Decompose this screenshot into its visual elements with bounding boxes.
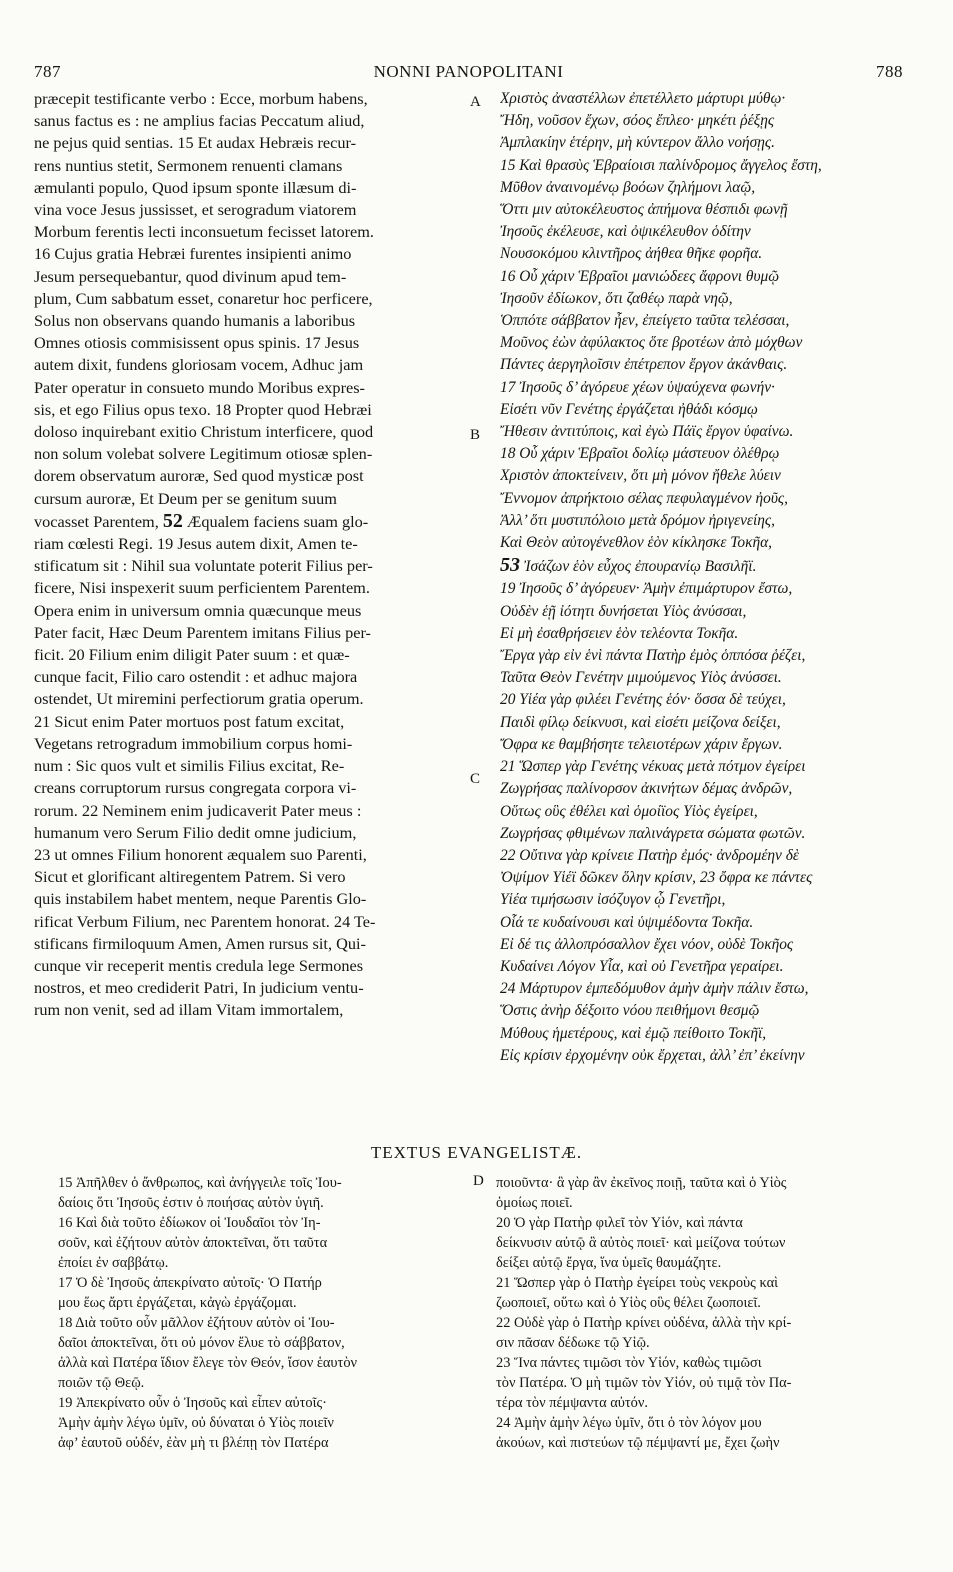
latin-text-line: nostros, et meo crediderit Patri, In judicium ventu- <box>34 978 364 998</box>
greek-verse-line: Μύθους ἡμετέρους, καὶ ἐμῷ πείθοιτο Τοκῆϊ, <box>500 1024 767 1042</box>
latin-text-line: Omnes otiosis commisissent opus spinis. 17 Jesus <box>34 333 360 353</box>
gospel-text-line: 24 Ἀμὴν ἀμὴν λέγω ὑμῖν, ὅτι ὁ τὸν λόγον μου <box>496 1415 762 1431</box>
latin-text-line: æmulanti populo, Quod ipsum sponte illæsum di- <box>34 177 357 197</box>
greek-verse-line: Ὅττι μιν αὐτοκέλευστος ἀπήμονα θέσπιδι φωνῇ <box>500 201 788 219</box>
gospel-text-line: 18 Διὰ τοῦτο οὖν μᾶλλον ἐζήτουν αὐτὸν οἱ Ἰου- <box>58 1315 335 1331</box>
greek-verse-line: Ταῦτα Θεὸν Γενέτην μιμούμενος Υἱὸς ἀνύσσει. <box>500 669 782 687</box>
gospel-text-left-column <box>58 1173 468 1453</box>
greek-paraphrase-column <box>500 88 910 1067</box>
greek-verse-line: 24 Μάρτυρον ἐμπεδόμυθον ἀμὴν ἀμὴν πάλιν ἔστω, <box>500 980 809 998</box>
greek-verse-line: 15 Καὶ θρασὺς Ἑβραίοισι παλίνδρομος ἄγγελος ἔστη, <box>500 156 822 174</box>
latin-text-line: ostendet, Ut miremini perfectiorum gratia operum. <box>34 689 364 709</box>
section-subtitle: TEXTUS EVANGELISTÆ. <box>370 1143 583 1162</box>
latin-text-line: ficere, Nisi inspexerit suum perficientem Parentem. <box>34 578 370 598</box>
latin-text-line: Opera enim in universum omnia quæcunque meus <box>34 600 362 620</box>
gospel-text-line: σιν πᾶσαν δέδωκε τῷ Υἱῷ. <box>496 1335 650 1351</box>
gospel-text-line: δαῖοι ἀποκτεῖναι, ὅτι οὐ μόνον ἔλυε τὸ σάββατον, <box>58 1335 345 1351</box>
page-number-right: 788 <box>876 62 903 81</box>
greek-verse-line: Οὐδὲν ἑῇ ἰότητι δυνήσεται Υἱὸς ἀνύσσαι, <box>500 602 747 620</box>
latin-text-line: num : Sic quos vult et similis Filius excitat, Re- <box>34 756 345 776</box>
margin-letter-a: A <box>470 94 481 110</box>
greek-verse-line: Νουσοκόμου κλιντῆρος ἀήθεα θῆκε φορῆα. <box>500 245 763 263</box>
latin-text-line: plum, Cum sabbatum esset, conaretur hoc perficere, <box>34 288 373 308</box>
greek-verse-line: Υἱέα τιμήσωσιν ἰσόζυγον ᾧ Γενετῆρι, <box>500 891 726 909</box>
latin-text-line: creans corruptorum rursus congregata corpora vi- <box>34 778 357 798</box>
gospel-text-line: ποιῶν τῷ Θεῷ. <box>58 1375 145 1391</box>
latin-text-line: autem dixit, fundens gloriosam vocem, Adhuc jam <box>34 355 364 375</box>
latin-text-line: quis instabilem habet mentem, neque Parentis Glo- <box>34 889 367 909</box>
greek-verse-line: Ἀλλ’ ὅτι μυστιπόλοιο μετὰ δρόμον ἠριγενείης, <box>500 511 775 529</box>
greek-verse-line: Πάντες ἀεργηλοῖσιν ἐπέτρεπον ἔργον ἀκάνθαις. <box>500 356 788 374</box>
latin-text-line: ficit. 20 Filium enim diligit Pater suum : et quæ- <box>34 645 350 665</box>
latin-text-line: humanum vero Serum Filio dedit omne judicium, <box>34 822 357 842</box>
gospel-text-right-column <box>496 1173 916 1453</box>
gospel-text-line: 23 Ἵνα πάντες τιμῶσι τὸν Υἱόν, καθὼς τιμῶσι <box>496 1355 762 1371</box>
latin-text-line: Pater operatur in consueto mundo Moribus expres- <box>34 377 365 397</box>
greek-verse-line: 19 Ἰησοῦς δ’ ἀγόρευεν· Ἀμὴν ἐπιμάρτυρον ἔστω, <box>500 580 793 598</box>
latin-text-line: sanus factus es : ne amplius facias Peccatum aliud, <box>34 111 365 131</box>
latin-text-line: rorum. 22 Neminem enim judicaverit Pater meus : <box>34 800 362 820</box>
gospel-text-line: 15 Ἀπῆλθεν ὁ ἄνθρωπος, καὶ ἀνήγγειλε τοῖς Ἰου- <box>58 1175 342 1191</box>
gospel-text-line: δαίοις ὅτι Ἰησοῦς ἐστιν ὁ ποιήσας αὐτὸν ὑγιῆ. <box>58 1195 324 1211</box>
gospel-text-line: ἀφ’ ἑαυτοῦ οὐδέν, ἐὰν μὴ τι βλέπῃ τὸν Πατέρα <box>58 1435 329 1451</box>
latin-text-line: sis, et ego Filius opus texo. 18 Propter quod Hebræi <box>34 399 372 419</box>
gospel-text-line: τὸν Πατέρα. Ὁ μὴ τιμῶν τὸν Υἱόν, οὐ τιμᾷ τὸν Πα- <box>496 1375 792 1391</box>
greek-verse-line: Ἤδη, νοῦσον ἔχων, σόος ἔπλεο· μηκέτι ῥέξῃς <box>500 112 775 130</box>
latin-text-line: rens nuntius stetit, Sermonem renuenti clamans <box>34 155 343 175</box>
latin-text-line: Solus non observans quando humanis a laboribus <box>34 311 356 331</box>
greek-verse-line: Χριστὸν ἀποκτείνειν, ὅτι μὴ μόνον ἤθελε λύειν <box>500 467 781 485</box>
latin-text-line: vina voce Jesus jussisset, et serogradum viatorem <box>34 200 357 220</box>
gospel-text-line: 20 Ὁ γὰρ Πατὴρ φιλεῖ τὸν Υἱόν, καὶ πάντα <box>496 1215 743 1231</box>
margin-letter-b: B <box>470 427 481 443</box>
gospel-text-line: δείκνυσιν αὐτῷ ἃ αὐτὸς ποιεῖ· καὶ μείζονα τούτων <box>496 1235 786 1251</box>
latin-text-line: vocasset Parentem, 52 Æqualem faciens suam glo- <box>34 509 369 532</box>
latin-text-line: rificat Verbum Filium, nec Parentem honorat. 24 Te- <box>34 911 376 931</box>
latin-text-line: cursum auroræ, Et Deum per se genitum suum <box>34 488 337 508</box>
gospel-text-line: δείξει αὐτῷ ἔργα, ἵνα ὑμεῖς θαυμάζητε. <box>496 1255 722 1271</box>
margin-letter-d: D <box>473 1173 484 1189</box>
gospel-text-line: Ἀμὴν ἀμὴν λέγω ὑμῖν, οὐ δύναται ὁ Υἱὸς ποιεῖν <box>58 1415 334 1431</box>
greek-verse-line: Εἰ μὴ ἐσαθρήσειεν ἑὸν τελέοντα Τοκῆα. <box>500 624 739 642</box>
greek-verse-line: Μοῦνος ἐὼν ἀφύλακτος ὅτε βροτέων ἀπὸ μόχθων <box>500 334 803 352</box>
greek-verse-line: Χριστὸς ἀναστέλλων ἐπετέλλετο μάρτυρι μύθῳ· <box>500 90 786 107</box>
greek-verse-line: Εἰσέτι νῦν Γενέτης ἐργάζεται ἠθάδι κόσμῳ <box>500 400 758 418</box>
greek-verse-line: 18 Οὗ χάριν Ἑβραῖοι δολίῳ μάστευον ὀλέθρῳ <box>500 445 780 463</box>
greek-verse-line: 21 Ὥσπερ γὰρ Γενέτης νέκυας μετὰ πότμον ἐγείρει <box>500 758 806 776</box>
greek-verse-line: Ἰησοῦς ἐκέλευσε, καὶ ὀψικέλευθον ὁδίτην <box>500 223 751 241</box>
greek-verse-line: 20 Υἱέα γὰρ φιλέει Γενέτης ἑόν· ὅσσα δὲ τεύχει, <box>500 691 786 709</box>
gospel-text-line: ζωοποιεῖ, οὕτω καὶ ὁ Υἱὸς οὓς θέλει ζωοποιεῖ. <box>496 1295 761 1311</box>
greek-verse-line: Ἤθεσιν ἀντιτύποις, καὶ ἐγὼ Πάϊς ἔργον ὑφαίνω. <box>500 423 794 441</box>
latin-text-line: doloso inquirebant exitio Christum interficere, quod <box>34 422 374 442</box>
latin-text-line: Sicut et glorificant altiregentem Patrem. Si vero <box>34 867 346 887</box>
gospel-text-line: σοῦν, καὶ ἐζήτουν αὐτὸν ἀποκτεῖναι, ὅτι ταῦτα <box>58 1235 328 1251</box>
greek-verse-line: 53 Ἰσάζων ἑὸν εὖχος ἐπουρανίῳ Βασιλῆϊ. <box>500 554 757 577</box>
gospel-text-line: μου ἕως ἄρτι ἐργάζεται, κἀγὼ ἐργάζομαι. <box>58 1295 297 1311</box>
gospel-text-line: 21 Ὥσπερ γὰρ ὁ Πατὴρ ἐγείρει τοὺς νεκροὺς καὶ <box>496 1275 778 1291</box>
greek-verse-line: Ἔργα γὰρ εἰν ἑνὶ πάντα Πατὴρ ἐμὸς ὁππόσα ῥέζει, <box>500 647 806 665</box>
latin-text-line: ne pejus quid sentias. 15 Et audax Hebræis recur- <box>34 133 357 153</box>
latin-text-line: Vegetans retrogradum immobilium corpus homi- <box>34 733 353 753</box>
latin-text-line: riam cœlesti Regi. 19 Jesus autem dixit, Amen te- <box>34 534 358 554</box>
greek-verse-line: Ζωγρήσας φθιμένων παλινάγρετα σώματα φωτῶν. <box>500 824 806 842</box>
greek-verse-line: Εἰ δέ τις ἀλλοπρόσαλλον ἔχει νόον, οὐδὲ Τοκῆος <box>500 935 794 953</box>
gospel-text-line: 16 Καὶ διὰ τοῦτο ἐδίωκον οἱ Ἰουδαῖοι τὸν Ἰη- <box>58 1215 321 1231</box>
page-number-left: 787 <box>34 62 61 81</box>
greek-verse-line: Ὄφρα κε θαμβήσητε τελειοτέρων χάριν ἔργων. <box>500 735 783 753</box>
gospel-text-line: ἀκούων, καὶ πιστεύων τῷ πέμψαντί με, ἔχει ζωὴν <box>496 1435 780 1451</box>
latin-text-line: præcepit testificante verbo : Ecce, morbum habens, <box>34 89 368 108</box>
latin-translation-column <box>34 88 486 1022</box>
latin-text-line: 23 ut omnes Filium honorent æqualem suo Parenti, <box>34 844 367 864</box>
greek-verse-line: 22 Οὔτινα γὰρ κρίνειε Πατὴρ ἐμός· ἀνδρομέην δὲ <box>500 846 799 864</box>
latin-text-line: cunque vir receperit mentis credula lege Sermones <box>34 955 364 975</box>
gospel-text-line: 17 Ὁ δὲ Ἰησοῦς ἀπεκρίνατο αὐτοῖς· Ὁ Πατήρ <box>58 1275 322 1291</box>
greek-verse-line: Οἷά τε κυδαίνουσι καὶ ὑψιμέδοντα Τοκῆα. <box>500 913 754 931</box>
running-title: NONNI PANOPOLITANI <box>373 62 564 81</box>
gospel-text-line: ποιοῦντα· ἃ γὰρ ἂν ἐκεῖνος ποιῇ, ταῦτα καὶ ὁ Υἱὸς <box>496 1175 787 1191</box>
gospel-text-line: ἐποίει ἐν σαββάτῳ. <box>58 1255 169 1271</box>
gospel-text-line: ἀλλὰ καὶ Πατέρα ἴδιον ἔλεγε τὸν Θεόν, ἴσον ἑαυτὸν <box>58 1355 358 1371</box>
gospel-text-line: 22 Οὐδὲ γὰρ ὁ Πατὴρ κρίνει οὐδένα, ἀλλὰ τὴν κρί- <box>496 1315 792 1331</box>
greek-verse-line: Οὕτως οὓς ἐθέλει καὶ ὁμοίϊος Υἱὸς ἐγείρει, <box>500 802 758 820</box>
greek-verse-line: Ὅστις ἀνὴρ δέξοιτο νόου πειθήμονι θεσμῷ <box>500 1002 760 1020</box>
greek-verse-line: Παιδὶ φίλῳ δείκνυσι, καὶ εἰσέτι μείζονα δείξει, <box>500 713 781 731</box>
greek-verse-line: 17 Ἰησοῦς δ’ ἀγόρευε χέων ὑψαύχενα φωνήν· <box>500 378 775 396</box>
latin-text-line: 16 Cujus gratia Hebræi furentes insipienti animo <box>34 244 352 264</box>
latin-text-line: stificans firmiloquum Amen, Amen rursus sit, Qui- <box>34 933 366 953</box>
latin-text-line: non solum volebat solvere Legitimum otiosæ splen- <box>34 444 373 464</box>
latin-text-line: 21 Sicut enim Pater mortuos post fatum excitat, <box>34 711 345 731</box>
gospel-text-line: ὁμοίως ποιεῖ. <box>496 1195 573 1211</box>
latin-text-line: dorem observatum auroræ, Sed quod mysticæ post <box>34 466 364 486</box>
greek-verse-line: 16 Οὗ χάριν Ἑβραῖοι μανιώδεες ἄφρονι θυμῷ <box>500 267 780 285</box>
margin-letter-c: C <box>470 771 481 787</box>
running-header <box>34 62 903 84</box>
greek-verse-line: Καὶ Θεὸν αὐτογένεθλον ἑὸν κίκλησκε Τοκῆα, <box>500 534 773 552</box>
greek-verse-line: Μῦθον ἀναινομένῳ βοόων ζηλήμονι λαῷ, <box>500 178 756 196</box>
gospel-text-line: τέρα τὸν πέμψαντα αὐτόν. <box>496 1395 648 1411</box>
greek-verse-line: Ἰησοῦν ἐδίωκον, ὅτι ζαθέῳ παρὰ νηῷ, <box>500 289 733 307</box>
gospel-text-line: 19 Ἀπεκρίνατο οὖν ὁ Ἰησοῦς καὶ εἶπεν αὐτοῖς· <box>58 1395 327 1411</box>
greek-verse-line: Ζωγρήσας παλίνορσον ἀκινήτων δέμας ἀνδρῶν, <box>500 780 793 798</box>
greek-verse-line: Ἀμπλακίην ἑτέρην, μὴ κύντερον ἄλλο νοήσῃς. <box>500 134 776 152</box>
latin-text-line: Morbum ferentis lecti inconsuetum fecisset latorem. <box>34 222 374 242</box>
greek-verse-line: Ὀψίμον Υἱέϊ δῶκεν ὅλην κρίσιν, 23 ὄφρα κε πάντες <box>500 869 813 887</box>
latin-text-line: rum non venit, sed ad illam Vitam immortalem, <box>34 1000 344 1020</box>
latin-text-line: Jesum persequebantur, quod divinum apud tem- <box>34 266 347 286</box>
greek-verse-line: Κυδαίνει Λόγον Υἷα, καὶ οὐ Γενετῆρα γεραίρει. <box>500 957 784 975</box>
latin-text-line: Pater facit, Hæc Deum Parentem imitans Filius per- <box>34 622 371 642</box>
greek-verse-line: Ὁππότε σάββατον ἦεν, ἐπείγετο ταῦτα τελέσσαι, <box>500 312 790 330</box>
latin-text-line: stificatum sit : Nihil sua voluntate poterit Filius per- <box>34 556 373 576</box>
greek-verse-line: Εἰς κρίσιν ἐρχομένην οὐκ ἔρχεται, ἀλλ’ ἐπ’ ἐκείνην <box>500 1046 805 1064</box>
latin-text-line: cunque facit, Filio caro ostendit : et adhuc majora <box>34 667 358 687</box>
greek-verse-line: Ἔννομον ἀπρήκτοιο σέλας πεφυλαγμένον ἠοῦς, <box>500 489 788 507</box>
